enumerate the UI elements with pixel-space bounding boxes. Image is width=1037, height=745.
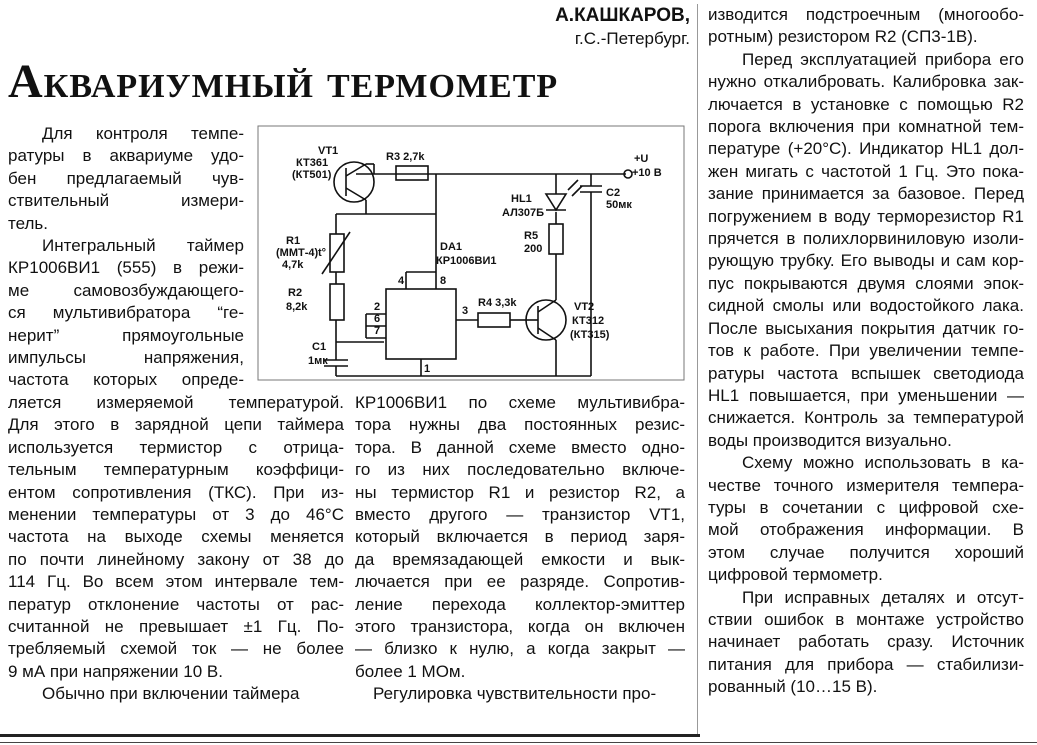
text-line: используется термистор с отрица-	[8, 437, 344, 457]
text-line: жен мигать с частотой 1 Гц. Это пока-	[708, 161, 1024, 181]
text-line: рующую трубку. Его выводы и сам кор-	[708, 251, 1024, 271]
text-line: вместо другого — транзистор VT1,	[355, 505, 685, 525]
text-line: погружением в воду терморезистор R1	[708, 206, 1024, 226]
text-line: частота которых опреде-	[8, 370, 244, 390]
c1-value: 1мк	[308, 355, 328, 367]
r2-symbol	[330, 284, 344, 320]
text-line: мой отображения информации. В	[708, 520, 1024, 540]
text-line: туры в сочетании с цифровой схе-	[708, 497, 1024, 517]
text-line: порога включения при комнатной тем-	[708, 117, 1024, 137]
text-line: по почти линейному закону от 38 до	[8, 549, 344, 569]
text-line: ны термистор R1 и резистор R2, а	[355, 482, 685, 502]
text-line: ся мультивибратора “ге-	[8, 303, 244, 323]
text-line: КР1006ВИ1 (555) в режи-	[8, 258, 244, 278]
text-line: ентом сопротивления (ТКС). При из-	[8, 482, 344, 502]
r1-value: 4,7k	[282, 259, 304, 271]
pin-label: 3	[462, 305, 469, 317]
vt2-type: КТ312	[572, 315, 605, 327]
r2-label: R2	[288, 287, 303, 299]
pin-label: 6	[374, 313, 381, 325]
c1-label: C1	[312, 341, 327, 353]
vt1-alt: (КТ501)	[292, 169, 332, 181]
r4-symbol	[478, 313, 510, 327]
text-line: ротным) резистором R2 (СП3-1В).	[708, 27, 978, 47]
pin-label: 1	[424, 363, 431, 375]
text-line: ствии ошибок в монтаже устройство	[708, 609, 1024, 629]
text-line: 114 Гц. Во всем этом интервале тем-	[8, 572, 344, 592]
bottom-rule-thin	[0, 742, 1037, 743]
r5-symbol	[549, 224, 563, 254]
text-line: снижается. Контроль за температурой	[708, 408, 1024, 428]
text-line: пературе (+20°С). Индикатор HL1 дол-	[708, 139, 1024, 159]
da1-label: DA1	[440, 241, 463, 253]
vt1-label: VT1	[318, 145, 339, 157]
pin-label: 2	[374, 301, 381, 313]
text-line: Перед эксплуатацией прибора его	[742, 49, 1024, 69]
text-line: который включается в период заря-	[355, 527, 685, 547]
bottom-rule	[0, 734, 700, 737]
circuit-schematic	[256, 124, 686, 382]
r4-label: R4 3,3k	[478, 297, 517, 309]
text-line: Для контроля темпе-	[42, 124, 244, 143]
vt2-alt: (КТ315)	[570, 329, 610, 341]
vt1-type: КТ361	[296, 157, 329, 169]
text-line: этого транзистора, когда он включен	[355, 617, 685, 637]
text-line: пус покрываются двумя слоями эпок-	[708, 273, 1024, 293]
text-line: бен предлагаемый чув-	[8, 168, 244, 188]
text-line: зание принимается за базовое. Перед	[708, 184, 1024, 204]
text-line: Интегральный таймер	[42, 236, 244, 256]
plus-label: +U	[634, 153, 649, 165]
text-line: тельным температурным коэффици-	[8, 460, 344, 480]
column-divider	[697, 4, 698, 735]
text-line: го из них последовательно включе-	[355, 460, 685, 480]
text-line: прячется в полихлорвиниловую изоли-	[708, 229, 1024, 249]
column-1-bottom	[8, 392, 344, 706]
r1-temp: t°	[318, 247, 327, 259]
author-block	[520, 4, 690, 50]
hl1-label: HL1	[511, 193, 532, 205]
text-line: тов к работе. При увеличении темпе-	[708, 341, 1024, 361]
text-line: нужно откалибровать. Калибровка зак-	[708, 72, 1024, 92]
text-line: ператур отклонение частоты от рас-	[8, 594, 344, 614]
column-1-top	[8, 123, 244, 392]
text-line: ление перехода коллектор-эмиттер	[355, 594, 685, 614]
text-line: — близко к нулю, а когда закрыт —	[355, 639, 685, 659]
text-line: ствительный измери-	[8, 191, 244, 211]
text-line: ратуры в аквариуме удо-	[8, 146, 244, 166]
text-line: лючается при ее разряде. Сопротив-	[355, 572, 685, 592]
hl1-type: АЛ307Б	[502, 207, 545, 219]
text-line: ме самовозбуждающего-	[8, 280, 244, 300]
text-line: лючается в установке с помощью R2	[708, 94, 1024, 114]
text-line: считанной не превышает ±1 Гц. По-	[8, 617, 344, 637]
r1-symbol	[330, 234, 344, 272]
da1-symbol	[386, 289, 456, 359]
column-3	[708, 4, 1024, 699]
author-city: г.С.-Петербург.	[574, 29, 690, 48]
pin-label: 7	[374, 325, 381, 337]
pin-label: 8	[440, 275, 447, 287]
hl1-symbol	[546, 194, 566, 210]
da1-type: КР1006ВИ1	[436, 255, 497, 267]
text-line: КР1006ВИ1 по схеме мультивибра-	[355, 393, 685, 412]
text-line: HL1 повышается, при уменьшении —	[708, 385, 1024, 405]
text-line: Обычно при включении таймера	[42, 684, 300, 704]
text-line: тель.	[8, 213, 48, 233]
text-line: питания для прибора — стабилизи-	[708, 654, 1024, 674]
text-line: да времязадающей емкости и вык-	[355, 549, 685, 569]
text-line: Схему можно использовать в ка-	[742, 453, 1024, 473]
vt1-symbol	[334, 162, 374, 202]
text-line: ратуры частота вспышек светодиода	[708, 363, 1024, 383]
r3-label: R3 2,7k	[386, 151, 425, 163]
text-line: воды производится визуально.	[708, 430, 952, 450]
text-line: этом случае получится хороший	[708, 542, 1024, 562]
text-line: После высыхания покрытия датчик го-	[708, 318, 1024, 338]
r3-symbol	[396, 166, 428, 180]
text-line: честве точного измерителя темпера-	[708, 475, 1024, 495]
text-line: менении температуры от 3 до 46°С	[8, 505, 344, 525]
r1-type: (ММТ-4)	[276, 247, 319, 259]
text-line: более 1 МОм.	[355, 661, 466, 681]
pin-label: 4	[398, 275, 405, 287]
text-line: изводится подстроечным (многообо-	[708, 5, 1024, 24]
r1-label: R1	[286, 235, 301, 247]
c2-value: 50мк	[606, 199, 632, 211]
text-line: тора нужны два постоянных резис-	[355, 415, 685, 435]
text-line: импульсы напряжения,	[8, 348, 244, 368]
text-line: требляемый схемой ток — не более	[8, 639, 344, 659]
paragraph-timer	[8, 235, 244, 392]
text-line: ляется измеряемой температурой.	[8, 393, 344, 412]
paragraph-intro	[8, 123, 244, 235]
text-line: Регулировка чувствительности про-	[373, 684, 657, 704]
text-line: Для этого в зарядной цепи таймера	[8, 415, 344, 435]
text-line: рованный (10…15 В).	[708, 677, 878, 697]
supply-label: +10 В	[632, 167, 662, 179]
vt2-label: VT2	[574, 301, 595, 313]
text-line: нерит” прямоугольные	[8, 325, 244, 345]
article-title: Аквариумный термометр	[8, 55, 559, 108]
text-line: При исправных деталях и отсут-	[742, 587, 1024, 607]
text-line: частота на выходе схемы меняется	[8, 527, 344, 547]
c2-label: C2	[606, 187, 621, 199]
author-name: А.КАШКАРОВ,	[555, 5, 690, 26]
column-2	[355, 392, 685, 706]
text-line: тора. В данной схеме вместо одно-	[355, 437, 685, 457]
text-line: 9 мА при напряжении 10 В.	[8, 661, 223, 681]
r2-value: 8,2k	[286, 301, 308, 313]
r5-value: 200	[524, 243, 543, 255]
text-line: цифровой термометр.	[708, 565, 883, 585]
text-line: сидной смолы или водостойкого лака.	[708, 296, 1024, 316]
r5-label: R5	[524, 230, 539, 242]
text-line: начинает работать сразу. Источник	[708, 632, 1024, 652]
